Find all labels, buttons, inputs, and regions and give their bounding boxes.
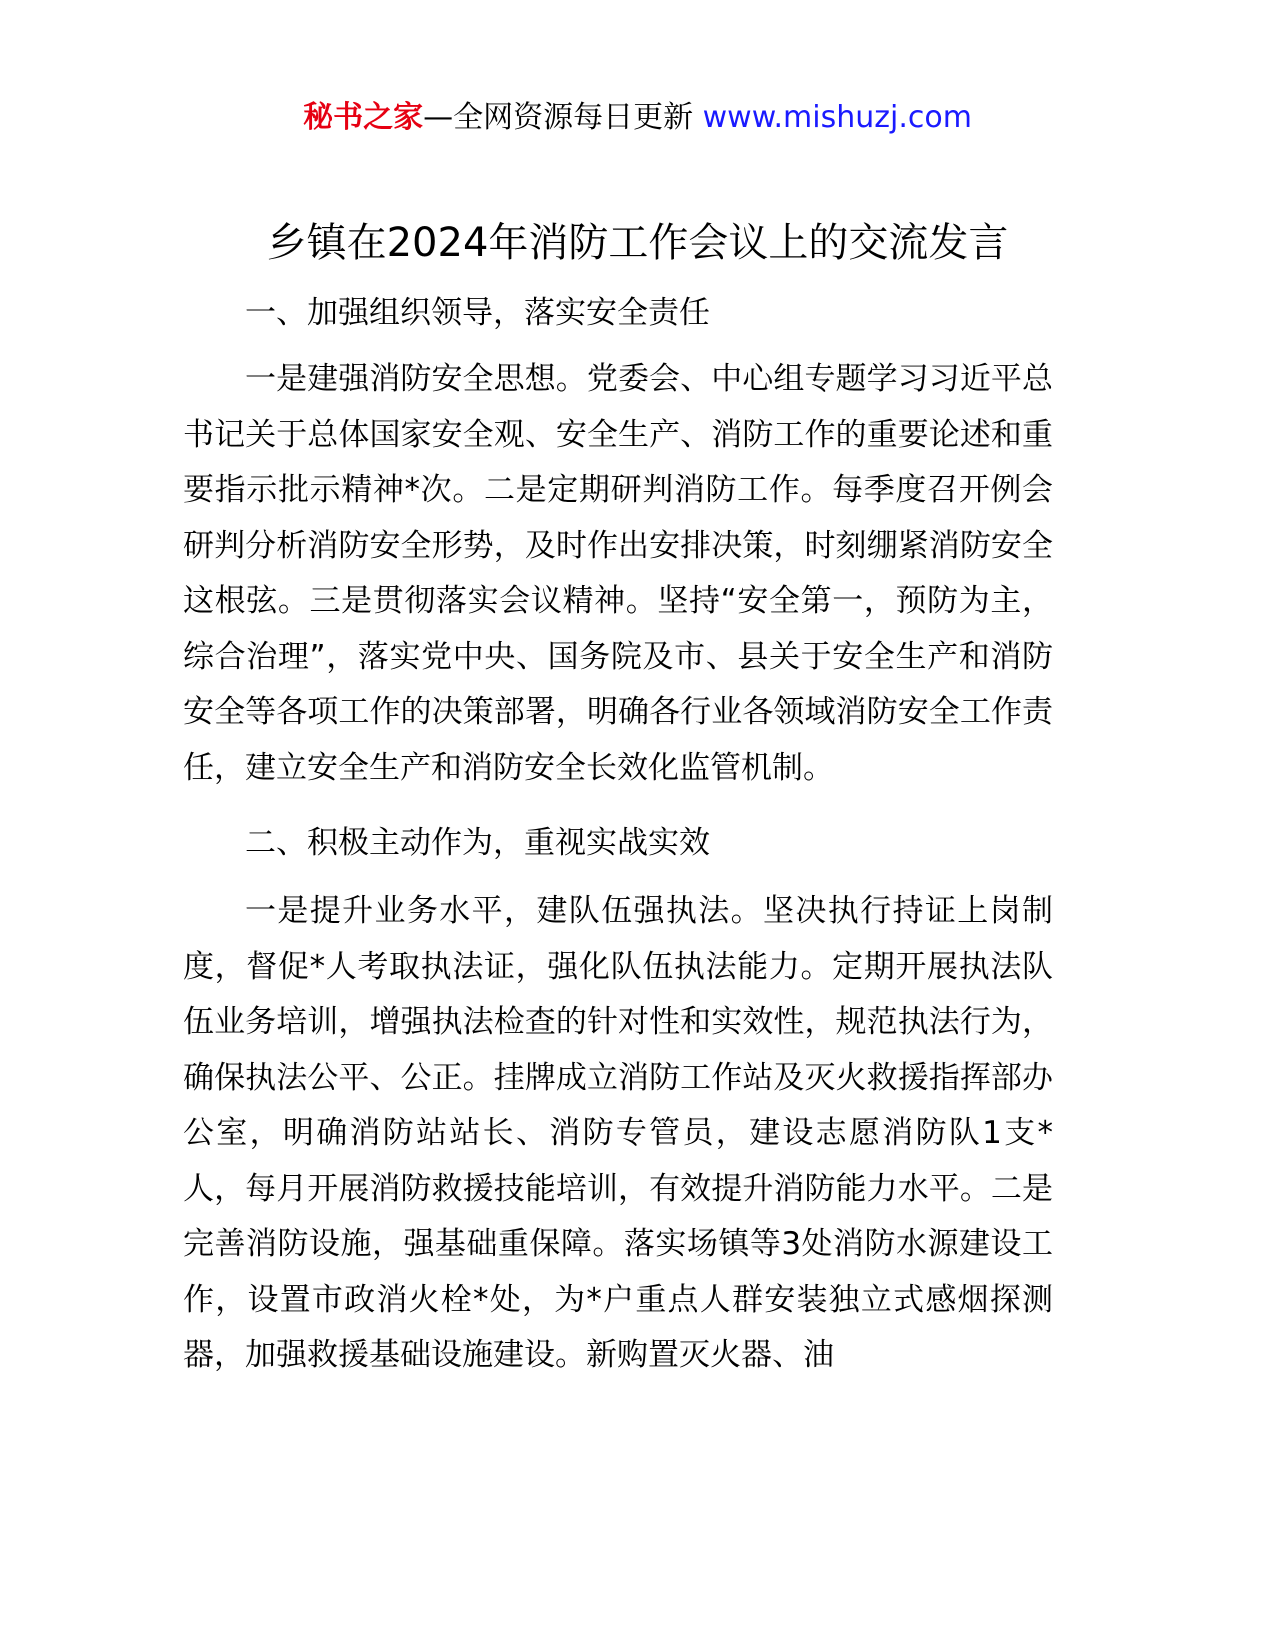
site-url-link[interactable]: www.mishuzj.com: [702, 100, 972, 135]
document-body: [183, 288, 1053, 1384]
site-slogan: —全网资源每日更新: [423, 100, 694, 135]
site-header: [0, 96, 1275, 140]
document-title: 乡镇在2024年消防工作会议上的交流发言: [266, 220, 1009, 266]
section-paragraph: 一是提升业务水平，建队伍强执法。坚决执行持证上岗制度，督促*人考取执法证，强化队伍执法能力。定期开展执法队伍业务培训，增强执法检查的针对性和实效性，规范执法行为，确保执法公平、公正。挂牌成立消防工作站及灭火救援指挥部办公室，明确消防站站长、消防专管员，建设志愿消防队1支*人，每月开展消防救援技能培训，有效提升消防能力水平。二是完善消防设施，强基础重保障。落实场镇等3处消防水源建设工作，设置市政消火栓*处，为*户重点人群安装独立式感烟探测器，加强救援基础设施建设。新购置灭火器、油: [183, 893, 1053, 1373]
site-brand: 秘书之家: [303, 100, 424, 135]
section-heading: 一、加强组织领导，落实安全责任: [245, 295, 710, 331]
section-heading: 二、积极主动作为，重视实战实效: [245, 825, 710, 861]
section-paragraph: 一是建强消防安全思想。党委会、中心组专题学习习近平总书记关于总体国家安全观、安全生产、消防工作的重要论述和重要指示批示精神*次。二是定期研判消防工作。每季度召开例会研判分析消防安全形势，及时作出安排决策，时刻绷紧消防安全这根弦。三是贯彻落实会议精神。坚持“安全第一，预防为主，综合治理”，落实党中央、国务院及市、县关于安全生产和消防安全等各项工作的决策部署，明确各行业各领域消防安全工作责任，建立安全生产和消防安全长效化监管机制。: [183, 361, 1053, 786]
